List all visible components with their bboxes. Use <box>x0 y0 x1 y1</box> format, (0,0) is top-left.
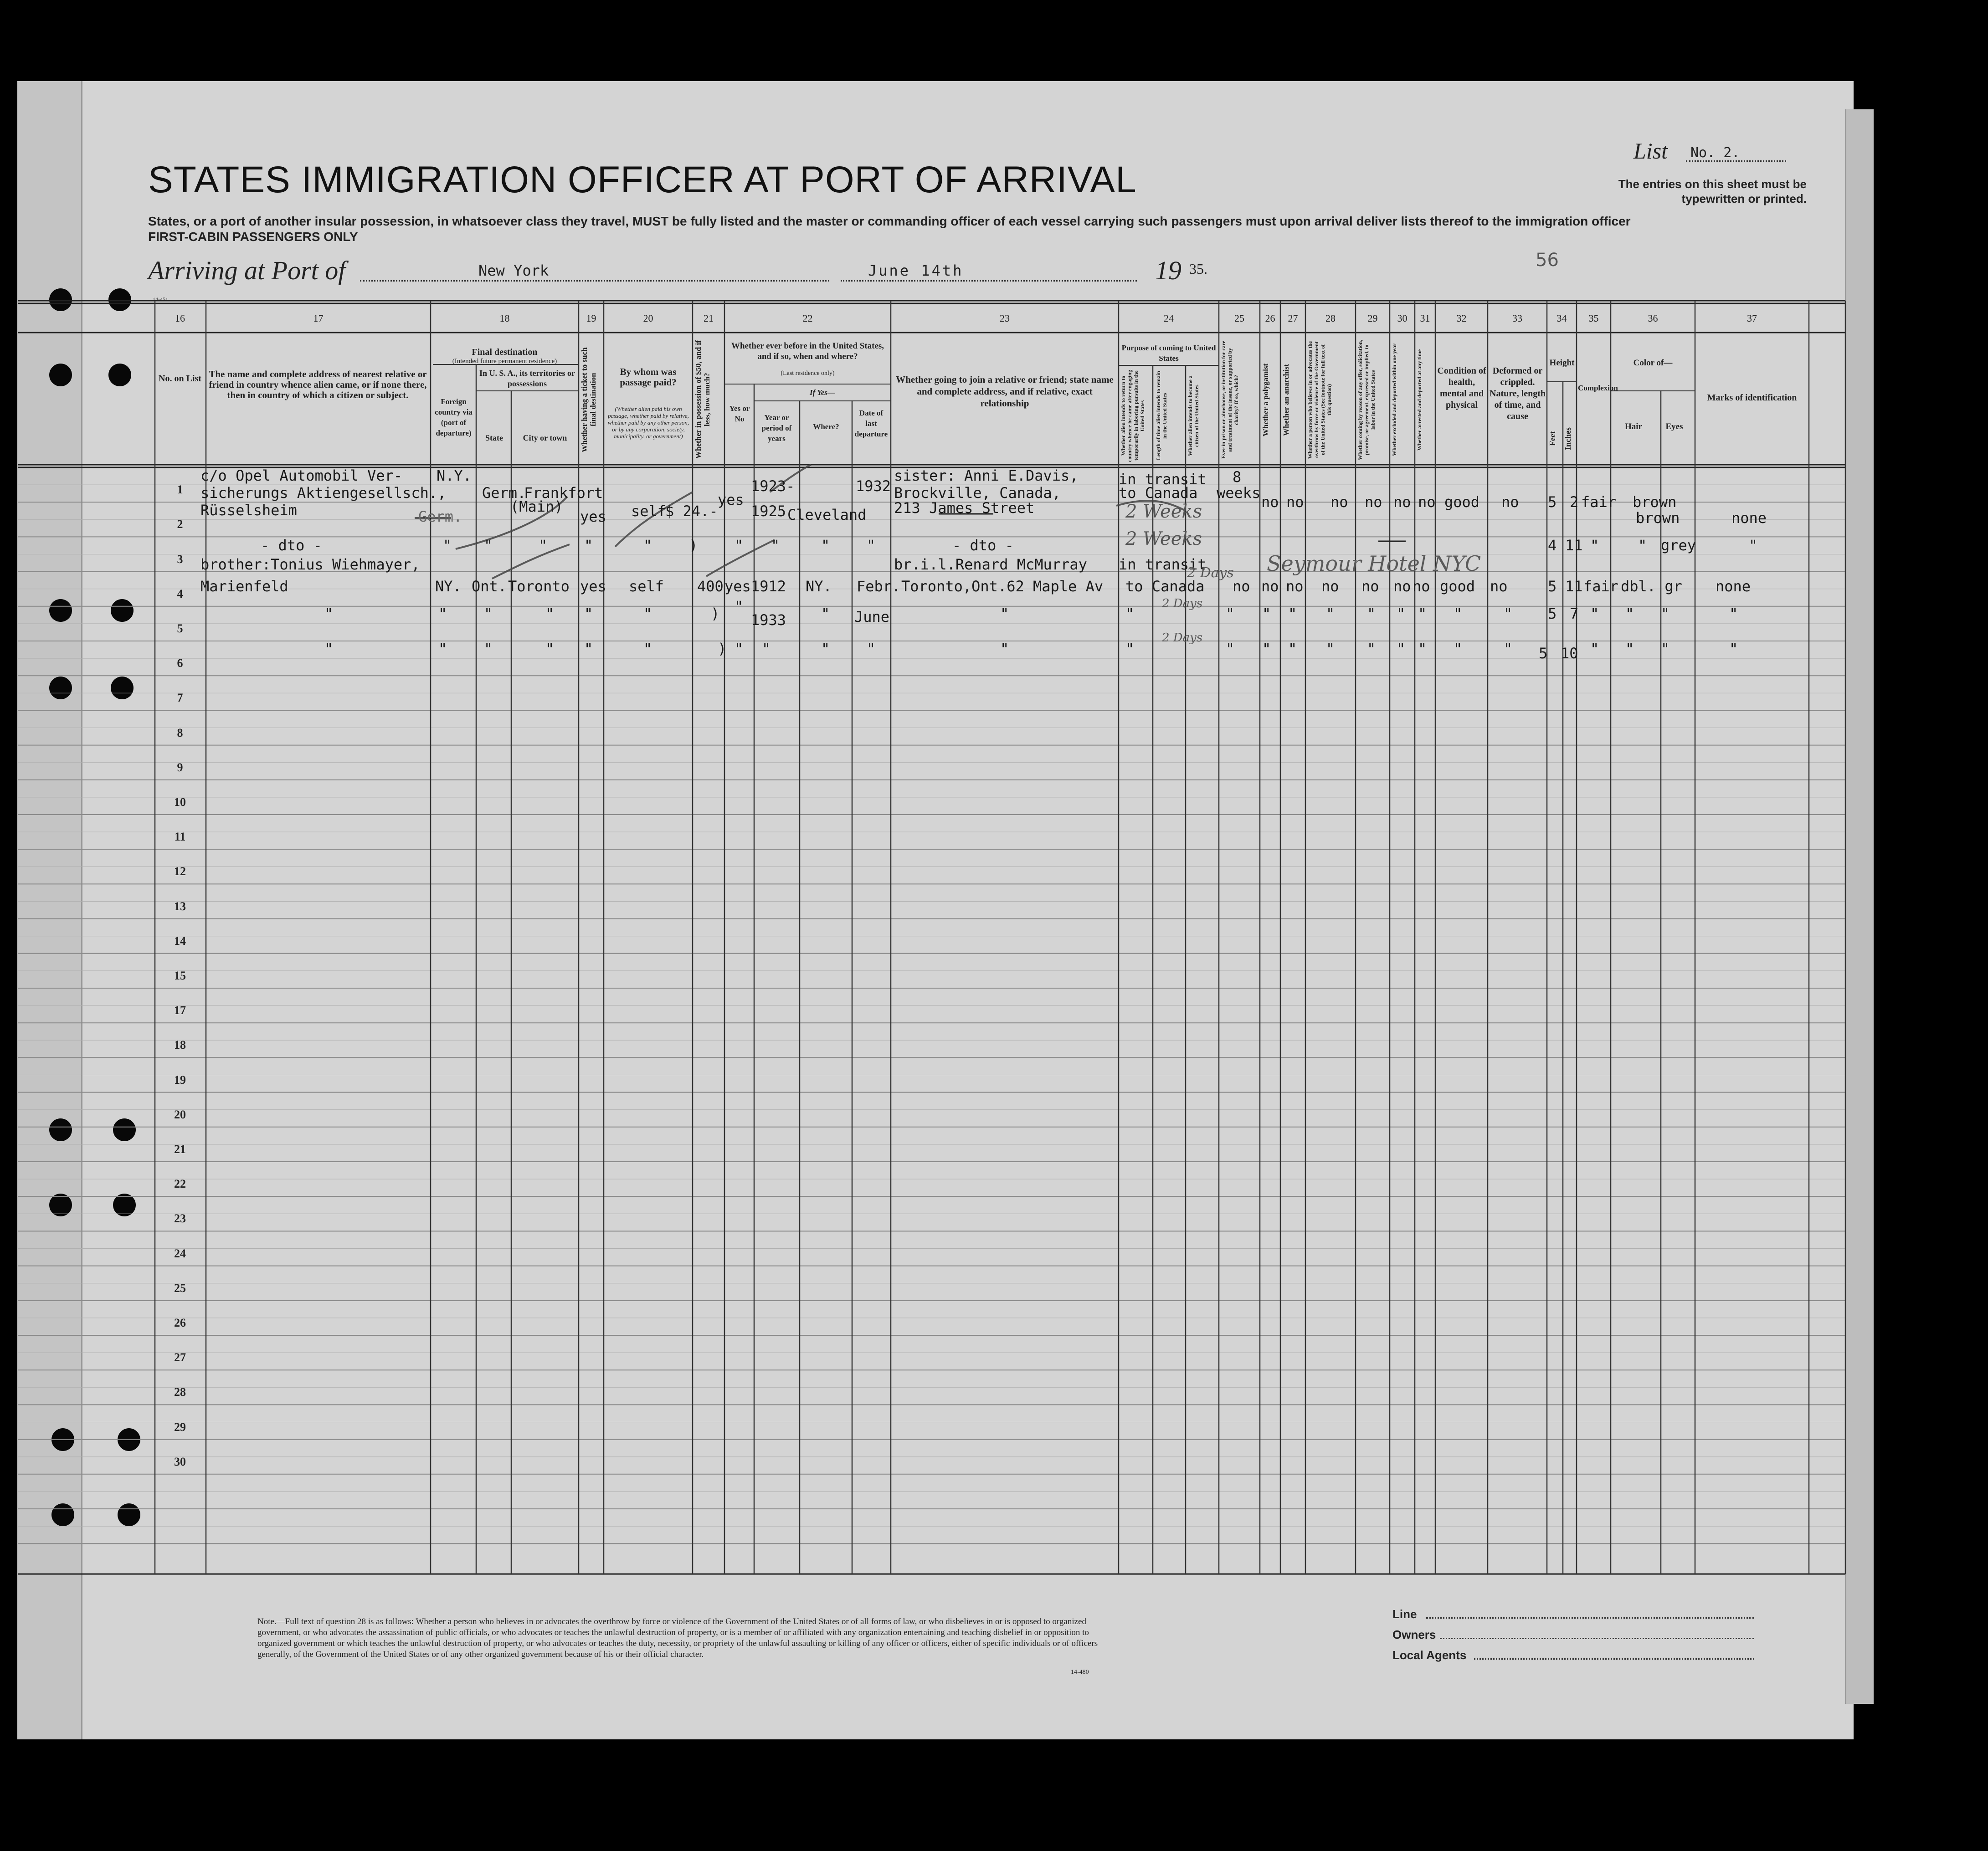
r1-eyes: brown <box>1636 509 1680 527</box>
arriving-label: Arriving at Port of <box>148 256 346 285</box>
r3-deformed: no <box>1490 578 1508 595</box>
r1-join-3: 213 James Street <box>894 499 1035 517</box>
r1-years-1: 1923- <box>751 477 795 495</box>
r1-inches: 2 <box>1570 493 1579 511</box>
r1-polygamist: no <box>1261 493 1279 511</box>
hdr-deformed: Deformed or crippled. Nature, length of time, and cause <box>1490 366 1546 421</box>
ditto-mark: " <box>324 605 334 622</box>
hdr-money: Whether in possession of $50, and if less, how much? <box>694 340 711 459</box>
r1-departure: 1932 <box>856 477 891 495</box>
hdr-inches: Inches <box>1563 427 1572 450</box>
row-number: 4 <box>177 587 183 600</box>
r1-health: good <box>1444 493 1480 511</box>
ditto-mark: " <box>438 640 447 657</box>
row-number: 1 <box>177 483 183 497</box>
r3-hair: dbl. gr <box>1621 578 1682 595</box>
ditto-mark: " <box>1590 605 1599 622</box>
hdr-passage-paid-sub: (Whether alien paid his own passage, whether paid by relative, whether paid by any other person, or by any corporation, society, municipality, or government) <box>607 405 689 440</box>
local-agents-label: Local Agents <box>1392 1648 1467 1662</box>
ditto-mark: " <box>735 598 744 615</box>
instructions-text: States, or a port of another insular possession, in whatsoever class they travel, MUST be fully listed and the master or commanding officer of each vessel carrying such passengers must upon arrival deliver lists thereof to the immigration officer <box>148 214 1631 228</box>
hdr-final-destination-sub: (Intended future permanent residence) <box>452 358 557 365</box>
ditto-mark: " <box>867 640 876 657</box>
col-number: 17 <box>313 313 324 324</box>
row-number: 17 <box>174 1004 186 1017</box>
paren-mark: ) <box>689 537 698 554</box>
hdr-ticket: Whether having a ticket to such final destination <box>580 347 597 452</box>
r3-before: yes <box>724 578 751 595</box>
row-number: 3 <box>177 552 183 566</box>
ditto-mark: " <box>1288 605 1297 622</box>
r1-relative-1: c/o Opel Automobil Ver- <box>200 467 403 484</box>
row-number: 18 <box>174 1038 186 1052</box>
r3-complexion: fair <box>1583 578 1619 595</box>
ditto-mark: " <box>1418 640 1427 657</box>
hdr-where: Where? <box>813 422 839 431</box>
ditto-mark: " <box>735 640 744 657</box>
row-number: 12 <box>174 865 186 878</box>
ditto-mark: " <box>539 537 548 554</box>
ditto-mark: " <box>1226 605 1235 622</box>
port-value: New York <box>478 262 549 279</box>
list-number: No. 2. <box>1690 145 1740 161</box>
r3-polygamist: no <box>1261 578 1279 595</box>
r1-complexion: fair <box>1581 493 1617 511</box>
row-number: 8 <box>177 726 183 739</box>
row-number: 13 <box>174 899 186 913</box>
ditto-mark: " <box>1590 537 1599 554</box>
col-number: 23 <box>1000 313 1010 324</box>
ditto-mark: " <box>762 640 771 657</box>
r4-feet: 5 <box>1548 605 1557 622</box>
col-number: 25 <box>1234 313 1244 324</box>
hdr-join-relative: Whether going to join a relative or friend; state name and complete address, and if relative, exact relationship <box>896 374 1114 409</box>
form-id: 14-451 <box>153 296 168 303</box>
col-number: 35 <box>1588 313 1599 324</box>
hdr-in-usa: In U. S. A., its territories or possessions <box>479 369 575 388</box>
r3-q31: no <box>1413 578 1430 595</box>
r3-join-2: Toronto,Ont.62 Maple Av <box>901 578 1104 595</box>
r3-years: 1912 <box>751 578 786 595</box>
row-number: 11 <box>174 830 186 844</box>
owners-label: Owners <box>1392 1628 1436 1641</box>
r2-stay-handwritten: 2 Weeks <box>1125 528 1202 549</box>
ditto-mark: " <box>1590 640 1599 657</box>
footnote-question-28: Note.—Full text of question 28 is as follows: Whether a person who believes in or advocates the overthrow by force or violence of the Government of the United States or of all forms of law, or who disbelieves in or is opposed to organized government, or who advocates the assassination of public officials, or who advocates or teaches the unlawful destruction of property, or is a member of or affiliated with any organization entertaining and teaching disbelief in or opposition to organized government or which teaches the unlawful destruction of property, or who advocates or teaches the duty, necessity, or propriety of the unlawful assaulting or killing of any officer or officers, either of specific individuals or of officers generally, of the Government of the United States or of any other organized government because of his or their official character. <box>257 1617 1098 1659</box>
r1-paid: self <box>631 502 667 520</box>
ditto-mark: " <box>545 640 555 657</box>
r2-relative: - dto - <box>261 537 322 554</box>
year-prefix: 19 <box>1155 256 1181 285</box>
r3-q30: no <box>1393 578 1411 595</box>
ditto-mark: " <box>821 605 830 622</box>
r3-q28: no <box>1321 578 1339 595</box>
r1-relative-3: Rüsselsheim <box>200 502 297 519</box>
r1-foreign: N.Y. <box>437 467 472 484</box>
r3-foreign: NY. <box>435 578 462 595</box>
hdr-complexion: Complexion <box>1578 384 1618 392</box>
ditto-mark: " <box>1326 605 1335 622</box>
hdr-foreign-country: Foreign country via (port of departure) <box>435 397 473 437</box>
row-number: 14 <box>174 934 186 948</box>
r1-feet: 5 <box>1548 493 1557 511</box>
r1-join-1: sister: Anni E.Davis, <box>894 467 1079 484</box>
row-number: 5 <box>177 622 183 636</box>
hdr-offer-labor: Whether coming by reason of any offer, solicitation, promise, or agreement, expressed or implied, to labor in the United States <box>1357 339 1376 460</box>
ditto-mark: " <box>324 640 334 657</box>
ditto-mark: " <box>735 537 744 554</box>
r2-eyes: grey <box>1661 537 1696 554</box>
ditto-mark: " <box>1397 605 1406 622</box>
col-number: 34 <box>1556 313 1567 324</box>
r1-city-2: (Main) <box>510 498 563 515</box>
hdr-final-destination: Final destination <box>472 347 538 357</box>
hdr-year-period: Year or period of years <box>761 413 792 443</box>
col-number: 37 <box>1747 313 1757 324</box>
r1-q31: no <box>1418 493 1436 511</box>
ditto-mark: " <box>643 605 652 622</box>
r1-city-1: Frankfort <box>524 484 603 502</box>
ditto-mark: " <box>1125 605 1135 622</box>
line-label: Line <box>1392 1607 1417 1621</box>
hdr-purpose-length: Length of time alien intends to remain in the United States <box>1155 371 1168 461</box>
r1-ticket: yes <box>580 508 606 525</box>
col-number: 32 <box>1456 313 1467 324</box>
col-number: 27 <box>1288 313 1298 324</box>
r1-marks: none <box>1731 509 1767 527</box>
row-number: 22 <box>174 1177 186 1191</box>
col-number: 20 <box>643 313 653 324</box>
ditto-mark: " <box>443 537 452 554</box>
row-number: 2 <box>177 518 183 531</box>
row-number: 28 <box>174 1385 186 1399</box>
col-number: 22 <box>802 313 813 324</box>
ditto-mark: " <box>1661 605 1670 622</box>
row-number: 9 <box>177 760 183 774</box>
r2-inches: 11 <box>1565 537 1583 554</box>
r3-purpose-1: in transit <box>1119 556 1207 573</box>
ditto-mark: " <box>1226 640 1235 657</box>
r5-feet: 5 <box>1539 645 1548 662</box>
page-title: STATES IMMIGRATION OFFICER AT PORT OF ARRIVAL <box>148 159 1137 200</box>
r1-length-2: weeks <box>1217 484 1261 502</box>
r1-relative-2: sicherungs Aktiengesellsch., <box>200 484 447 502</box>
r1-q30: no <box>1393 493 1411 511</box>
r4-departure: June <box>854 608 890 626</box>
r1-where: Cleveland <box>787 506 867 523</box>
ditto-mark: " <box>1288 640 1297 657</box>
col-number: 21 <box>704 313 714 324</box>
r3-marks: none <box>1716 578 1751 595</box>
row-number: 27 <box>174 1351 186 1364</box>
hdr-nearest-relative: The name and complete address of nearest relative or friend in country whence alien came, or if none there, then in country of which a citizen or subject. <box>209 369 427 400</box>
r1-purpose-1: in transit <box>1119 471 1207 488</box>
paren-mark: ) <box>718 640 727 657</box>
hdr-color: Color of— <box>1633 358 1673 368</box>
hdr-polygamist: Whether a polygamist <box>1261 363 1270 436</box>
row-number: 10 <box>174 795 186 809</box>
row-number: 25 <box>174 1281 186 1295</box>
r3-health: good <box>1440 578 1475 595</box>
ditto-mark: " <box>484 537 493 554</box>
ditto-mark: " <box>1661 640 1670 657</box>
r3-departure: Febr. <box>857 578 901 595</box>
r3-ticket: yes <box>580 578 606 595</box>
r2-join: - dto - <box>952 537 1014 554</box>
hdr-passage-paid: By whom was passage paid? <box>620 366 677 388</box>
r3-money: 400 <box>697 578 724 595</box>
hdr-health: Condition of health, mental and physical <box>1437 366 1486 410</box>
r4-years: 1933 <box>751 611 786 629</box>
paren-mark: ) <box>711 605 720 622</box>
r3-stay-handwritten: 2 Days <box>1187 565 1234 581</box>
r3-prison: no <box>1233 578 1250 595</box>
hdr-arrested: Whether arrested and deported at any time <box>1416 349 1423 451</box>
ditto-mark: " <box>1504 640 1513 657</box>
hdr-no-on-list: No. on List <box>159 374 201 384</box>
ditto-mark: " <box>1625 640 1634 657</box>
r1-stay-handwritten: 2 Weeks <box>1125 501 1202 522</box>
r1-purpose-2: to Canada <box>1119 484 1198 502</box>
ditto-mark: " <box>484 640 493 657</box>
r3-city: Toronto <box>508 578 570 595</box>
ditto-mark: " <box>1454 605 1463 622</box>
hdr-purpose: Purpose of coming to United States <box>1121 344 1216 363</box>
ditto-mark: " <box>1000 605 1009 622</box>
ditto-mark: " <box>643 537 652 554</box>
r3-purpose-2: to Canada <box>1125 578 1205 595</box>
ditto-mark: " <box>1367 605 1376 622</box>
col-number: 18 <box>499 313 510 324</box>
r2-feet: 4 <box>1548 537 1557 554</box>
ditto-mark: " <box>1638 537 1647 554</box>
r3-relative-2: Marienfeld <box>200 578 288 595</box>
ditto-mark: " <box>1125 640 1135 657</box>
col-number: 30 <box>1397 313 1408 324</box>
r1-state-struck: Germ. <box>418 508 462 525</box>
ditto-mark: " <box>821 640 830 657</box>
ditto-mark: " <box>1729 640 1738 657</box>
ditto-mark: " <box>484 605 493 622</box>
r3-feet: 5 <box>1548 578 1557 595</box>
row-number: 20 <box>174 1108 186 1121</box>
hdr-question-28: Whether a person who believes in or advocates the overthrow by force or violence of the Government of the United States (See footnote for full text of this question) <box>1307 341 1332 459</box>
col-number: 36 <box>1648 313 1658 324</box>
col-number: 19 <box>586 313 596 324</box>
hdr-if-yes: If Yes— <box>810 388 835 397</box>
ditto-mark: " <box>1749 537 1758 554</box>
hdr-purpose-return: Whether alien intends to return to country whence he came after engaging temporarily in laboring pursuits in the United States <box>1120 369 1146 462</box>
line-field <box>1426 1617 1754 1619</box>
row-number: 26 <box>174 1316 186 1330</box>
ditto-mark: " <box>1397 640 1406 657</box>
ditto-mark: " <box>1000 640 1009 657</box>
hdr-height: Height <box>1549 358 1575 368</box>
r1-deformed: no <box>1501 493 1519 511</box>
row-number: 6 <box>177 656 183 670</box>
r1-anarchist: no <box>1286 493 1304 511</box>
hdr-anarchist: Whether an anarchist <box>1282 364 1290 436</box>
entries-note: The entries on this sheet must be typewritten or printed. <box>1618 177 1807 205</box>
r1-q28: no <box>1330 493 1348 511</box>
ditto-mark: " <box>545 605 555 622</box>
hdr-hair: Hair <box>1625 422 1642 431</box>
ditto-mark: " <box>584 640 593 657</box>
r3-inches: 11 <box>1565 578 1583 595</box>
r3-relative-1: brother:Tonius Wiehmayer, <box>200 556 420 573</box>
row-number: 30 <box>174 1455 186 1468</box>
r3-anarchist: no <box>1286 578 1304 595</box>
list-label: List <box>1634 138 1668 164</box>
r3-q29: no <box>1361 578 1379 595</box>
r5-stay-handwritten: 2 Days <box>1162 631 1203 645</box>
hdr-feet: Feet <box>1548 431 1557 446</box>
ditto-mark: " <box>1418 605 1427 622</box>
ditto-mark: " <box>1454 640 1463 657</box>
ditto-mark: " <box>438 605 447 622</box>
ditto-mark: " <box>1367 640 1376 657</box>
row-number: 29 <box>174 1420 186 1434</box>
r3-state: Ont. <box>472 578 507 595</box>
form-number: 14-480 <box>1071 1669 1089 1676</box>
hdr-yes-no: Yes or No <box>729 404 750 423</box>
r3-paid: self <box>629 578 664 595</box>
row-number: 23 <box>174 1212 186 1225</box>
ditto-mark: " <box>1504 605 1513 622</box>
ditto-mark: " <box>1625 605 1634 622</box>
r1-join-2: Brockville, Canada, <box>894 484 1061 502</box>
arrival-date: June 14th <box>868 262 964 279</box>
r1-length-1: 8 <box>1233 468 1242 486</box>
ditto-mark: " <box>867 537 876 554</box>
col-number: 16 <box>175 313 185 324</box>
hdr-prison: Ever in prison or almshouse, or institution for care and treatment of the insane, or supported by charity? If so, which? <box>1220 340 1239 459</box>
r1-years-2: 1925 <box>751 502 786 520</box>
hdr-marks: Marks of identification <box>1707 393 1797 403</box>
owners-field <box>1440 1638 1754 1639</box>
row-number: 19 <box>174 1073 186 1087</box>
hdr-purpose-citizen: Whether alien intends to become a citizen of the United States <box>1187 375 1200 456</box>
hdr-date-last-departure: Date of last departure <box>854 409 888 438</box>
ditto-mark: " <box>584 605 593 622</box>
cabin-class: FIRST-CABIN PASSENGERS ONLY <box>148 230 358 244</box>
row-number: 7 <box>177 691 183 705</box>
hdr-excluded: Whether excluded and deported within one year <box>1391 343 1397 456</box>
r1-money: $ 24.- <box>665 502 718 520</box>
col-number: 26 <box>1265 313 1275 324</box>
r1-before: yes <box>718 491 744 508</box>
r5-inches: 10 <box>1561 645 1578 662</box>
row-number: 15 <box>174 969 186 983</box>
r1-state: Germ. <box>482 484 526 502</box>
row-number: 24 <box>174 1246 186 1260</box>
ditto-mark: " <box>1262 640 1271 657</box>
ditto-mark: " <box>821 537 830 554</box>
col-number: 31 <box>1420 313 1430 324</box>
ditto-mark: " <box>643 640 652 657</box>
col-number: 28 <box>1325 313 1336 324</box>
hdr-city: City or town <box>523 433 567 442</box>
col-number: 33 <box>1512 313 1522 324</box>
r1-q29: no <box>1365 493 1382 511</box>
ditto-mark: " <box>1326 640 1335 657</box>
ditto-mark: " <box>771 537 780 554</box>
hdr-ever-before-sub: (Last residence only) <box>781 370 835 377</box>
ditto-mark: " <box>1729 605 1738 622</box>
col-number: 29 <box>1367 313 1378 324</box>
r3-where: NY. <box>806 578 832 595</box>
hdr-eyes: Eyes <box>1665 422 1683 431</box>
r1-hair: brown <box>1633 493 1677 511</box>
r3-hotel-handwritten: Seymour Hotel NYC <box>1267 551 1481 576</box>
agents-field <box>1474 1658 1754 1660</box>
year-suffix: 35. <box>1189 261 1207 277</box>
ditto-mark: " <box>584 537 593 554</box>
hdr-ever-before: Whether ever before in the United States, and if so, when and where? <box>731 341 884 361</box>
r3-join-1: br.i.l.Renard McMurray <box>894 556 1087 573</box>
hdr-state: State <box>485 433 503 442</box>
ditto-mark: " <box>1262 605 1271 622</box>
row-number: 21 <box>174 1143 186 1156</box>
stamp-number: 56 <box>1536 250 1559 271</box>
r4-stay-handwritten: 2 Days <box>1162 597 1203 610</box>
col-number: 24 <box>1164 313 1174 324</box>
r4-inches: 7 <box>1570 605 1579 622</box>
